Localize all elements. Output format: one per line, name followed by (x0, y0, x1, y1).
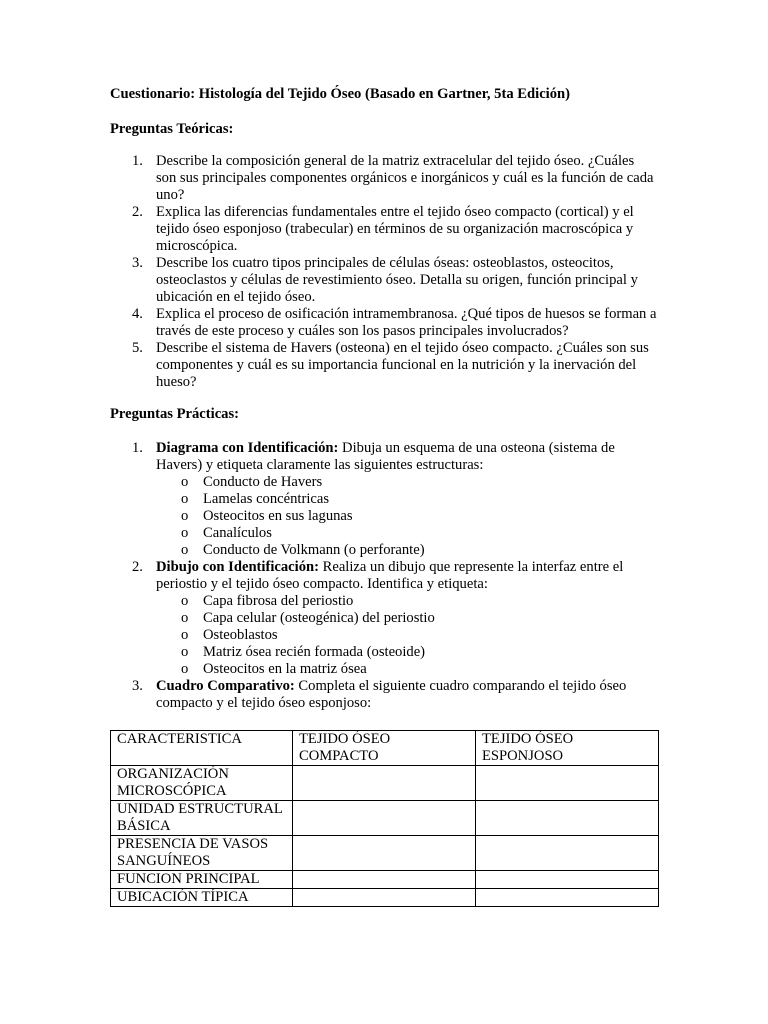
table-cell[interactable] (476, 871, 659, 889)
table-cell[interactable] (476, 766, 659, 801)
table-header-cell: CARACTERISTICA (111, 731, 293, 766)
practical-question-list (110, 440, 658, 712)
bullet-marker: o (181, 644, 189, 660)
question-text: Describe la composición general de la matriz extracelular del tejido óseo. ¿Cuáles son sus principales componentes orgánicos e inorgánicos y cuál es la función de cada uno? (156, 153, 654, 203)
table-cell[interactable] (293, 801, 476, 836)
table-row (111, 766, 659, 801)
table-row (111, 889, 659, 907)
list-item-text: Canalículos (203, 525, 272, 541)
list-item (156, 525, 658, 542)
question-number: 4. (132, 306, 143, 322)
list-item (156, 661, 658, 678)
list-item (156, 491, 658, 508)
table-cell: FUNCION PRINCIPAL (111, 871, 293, 889)
list-item-text: Matriz ósea recién formada (osteoide) (203, 644, 426, 660)
table-header-cell: TEJIDO ÓSEO COMPACTO (293, 731, 476, 766)
table-cell: UNIDAD ESTRUCTURAL BÁSICA (111, 801, 293, 836)
table-cell[interactable] (293, 889, 476, 907)
theory-question-list (110, 153, 658, 391)
table-cell: PRESENCIA DE VASOS SANGUÍNEOS (111, 836, 293, 871)
practical-question (110, 678, 658, 712)
table-cell: ORGANIZACIÓN MICROSCÓPICA (111, 766, 293, 801)
table-cell[interactable] (476, 836, 659, 871)
question-number: 1. (132, 153, 143, 169)
list-item-text: Conducto de Havers (203, 474, 323, 490)
theory-question (110, 340, 658, 391)
question-label: Dibujo con Identificación: (156, 559, 319, 575)
bullet-marker: o (181, 593, 189, 609)
bullet-marker: o (181, 542, 189, 558)
list-item (156, 593, 658, 610)
practical-question (110, 440, 658, 559)
theory-question (110, 306, 658, 340)
table-cell[interactable] (476, 889, 659, 907)
table-cell: UBICACIÓN TÍPICA (111, 889, 293, 907)
list-item-text: Lamelas concéntricas (203, 491, 330, 507)
table-row (111, 871, 659, 889)
table-header-cell: TEJIDO ÓSEO ESPONJOSO (476, 731, 659, 766)
question-text: Explica el proceso de osificación intramembranosa. ¿Qué tipos de huesos se forman a través de este proceso y cuáles son los pasos principales involucrados? (156, 306, 657, 339)
question-number: 5. (132, 340, 143, 356)
bullet-marker: o (181, 525, 189, 541)
bullet-marker: o (181, 627, 189, 643)
list-item-text: Capa fibrosa del periostio (203, 593, 354, 609)
comparison-table (110, 730, 659, 907)
table-cell[interactable] (476, 801, 659, 836)
structure-list (156, 474, 658, 559)
list-item (156, 542, 658, 559)
question-text: Describe los cuatro tipos principales de células óseas: osteoblastos, osteocitos, osteoclastos y células de revestimiento óseo. Detalla su origen, función principal y ubicación en el tejido óseo. (156, 255, 638, 305)
structure-list (156, 593, 658, 678)
bullet-marker: o (181, 508, 189, 524)
table-cell[interactable] (293, 766, 476, 801)
question-label: Diagrama con Identificación: (156, 440, 339, 456)
theory-heading: Preguntas Teóricas: (110, 121, 234, 137)
question-text: Explica las diferencias fundamentales entre el tejido óseo compacto (cortical) y el tejido óseo esponjoso (trabecular) en términos de su organización macroscópica y microscópica. (156, 204, 634, 254)
question-number: 2. (132, 204, 143, 220)
question-number: 3. (132, 255, 143, 271)
question-label: Cuadro Comparativo: (156, 678, 295, 694)
list-item-text: Capa celular (osteogénica) del periostio (203, 610, 435, 626)
list-item (156, 508, 658, 525)
table-header-row (111, 731, 659, 766)
list-item-text: Osteocitos en sus lagunas (203, 508, 353, 524)
question-text: Realiza un dibujo que represente la interfaz entre el periostio y el tejido óseo compacto. Identifica y etiqueta: (156, 559, 624, 592)
practical-heading: Preguntas Prácticas: (110, 406, 240, 422)
table-row (111, 801, 659, 836)
theory-question (110, 153, 658, 204)
question-number: 3. (132, 678, 143, 694)
list-item-text: Osteocitos en la matriz ósea (203, 661, 367, 677)
document-title: Cuestionario: Histología del Tejido Óseo (Basado en Gartner, 5ta Edición) (110, 86, 570, 102)
bullet-marker: o (181, 661, 189, 677)
list-item (156, 627, 658, 644)
theory-question (110, 204, 658, 255)
list-item (156, 644, 658, 661)
question-text: Dibuja un esquema de una osteona (sistema de Havers) y etiqueta claramente las siguientes estructuras: (156, 440, 615, 473)
list-item-text: Osteoblastos (203, 627, 278, 643)
table-cell[interactable] (293, 871, 476, 889)
question-text: Describe el sistema de Havers (osteona) en el tejido óseo compacto. ¿Cuáles son sus componentes y cuál es su importancia funcional en la nutrición y la inervación del hueso? (156, 340, 649, 390)
list-item-text: Conducto de Volkmann (o perforante) (203, 542, 425, 558)
practical-question (110, 559, 658, 678)
question-number: 1. (132, 440, 143, 456)
table-row (111, 836, 659, 871)
question-text: Completa el siguiente cuadro comparando el tejido óseo compacto y el tejido óseo esponjoso: (156, 678, 627, 711)
question-number: 2. (132, 559, 143, 575)
bullet-marker: o (181, 491, 189, 507)
theory-question (110, 255, 658, 306)
list-item (156, 474, 658, 491)
bullet-marker: o (181, 610, 189, 626)
table-cell[interactable] (293, 836, 476, 871)
list-item (156, 610, 658, 627)
bullet-marker: o (181, 474, 189, 490)
